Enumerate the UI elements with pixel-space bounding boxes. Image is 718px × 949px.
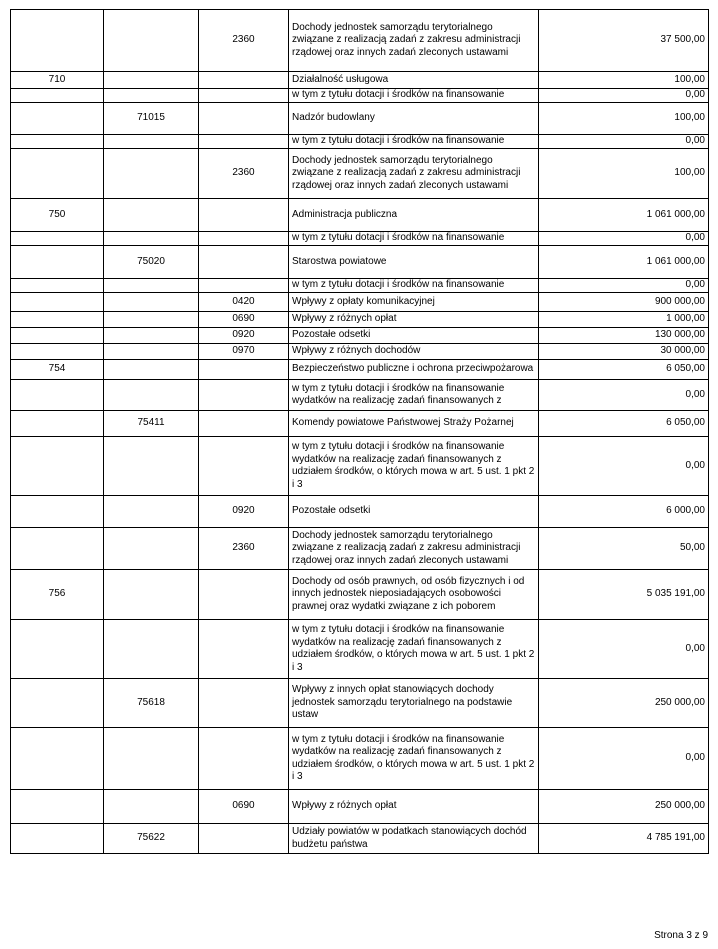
table-row bbox=[11, 344, 709, 360]
rozdzial-cell: 71015 bbox=[104, 103, 199, 135]
table-row bbox=[11, 10, 709, 72]
table-row bbox=[11, 199, 709, 232]
amount-cell: 0,00 bbox=[539, 232, 709, 246]
description-cell: Komendy powiatowe Państwowej Straży Pożarnej bbox=[289, 411, 539, 437]
paragraf-cell bbox=[199, 360, 289, 380]
amount-cell: 4 785 191,00 bbox=[539, 824, 709, 854]
rozdzial-cell bbox=[104, 790, 199, 824]
dzial-cell: 750 bbox=[11, 199, 104, 232]
dzial-cell bbox=[11, 312, 104, 328]
rozdzial-cell bbox=[104, 360, 199, 380]
table-row bbox=[11, 72, 709, 89]
table-row bbox=[11, 620, 709, 679]
table-row bbox=[11, 824, 709, 854]
paragraf-cell bbox=[199, 246, 289, 279]
rozdzial-cell bbox=[104, 620, 199, 679]
dzial-cell bbox=[11, 279, 104, 293]
rozdzial-cell bbox=[104, 10, 199, 72]
amount-cell: 0,00 bbox=[539, 620, 709, 679]
dzial-cell: 710 bbox=[11, 72, 104, 89]
table-row bbox=[11, 437, 709, 496]
table-row bbox=[11, 232, 709, 246]
paragraf-cell bbox=[199, 620, 289, 679]
paragraf-cell bbox=[199, 380, 289, 411]
amount-cell: 6 000,00 bbox=[539, 496, 709, 528]
paragraf-cell bbox=[199, 679, 289, 728]
paragraf-cell: 2360 bbox=[199, 10, 289, 72]
rozdzial-cell: 75411 bbox=[104, 411, 199, 437]
rozdzial-cell: 75622 bbox=[104, 824, 199, 854]
table-row bbox=[11, 149, 709, 199]
description-cell: Pozostałe odsetki bbox=[289, 496, 539, 528]
table-row bbox=[11, 411, 709, 437]
rozdzial-cell bbox=[104, 437, 199, 496]
rozdzial-cell bbox=[104, 496, 199, 528]
rozdzial-cell bbox=[104, 328, 199, 344]
amount-cell: 0,00 bbox=[539, 437, 709, 496]
table-row bbox=[11, 790, 709, 824]
paragraf-cell bbox=[199, 89, 289, 103]
paragraf-cell bbox=[199, 103, 289, 135]
dzial-cell bbox=[11, 135, 104, 149]
dzial-cell bbox=[11, 620, 104, 679]
table-row bbox=[11, 328, 709, 344]
description-cell: Dochody jednostek samorządu terytorialnego związane z realizacją zadań z zakresu administracji rządowej oraz innych zadań zleconych ustawami bbox=[289, 528, 539, 570]
budget-table-body bbox=[11, 10, 709, 854]
description-cell: Udziały powiatów w podatkach stanowiących dochód budżetu państwa bbox=[289, 824, 539, 854]
description-cell: w tym z tytułu dotacji i środków na finansowanie bbox=[289, 279, 539, 293]
amount-cell: 1 061 000,00 bbox=[539, 199, 709, 232]
rozdzial-cell bbox=[104, 89, 199, 103]
dzial-cell bbox=[11, 790, 104, 824]
paragraf-cell: 0920 bbox=[199, 496, 289, 528]
amount-cell: 100,00 bbox=[539, 72, 709, 89]
description-cell: w tym z tytułu dotacji i środków na finansowanie bbox=[289, 135, 539, 149]
dzial-cell bbox=[11, 380, 104, 411]
dzial-cell bbox=[11, 149, 104, 199]
dzial-cell bbox=[11, 293, 104, 312]
dzial-cell: 756 bbox=[11, 570, 104, 620]
rozdzial-cell bbox=[104, 293, 199, 312]
paragraf-cell: 2360 bbox=[199, 149, 289, 199]
description-cell: w tym z tytułu dotacji i środków na finansowanie wydatków na realizację zadań finansowanych z udziałem środków, o których mowa w art. 5 ust. 1 pkt 2 i 3 bbox=[289, 728, 539, 790]
description-cell: w tym z tytułu dotacji i środków na finansowanie wydatków na realizację zadań finansowanych z udziałem środków, o których mowa w art. 5 ust. 1 pkt 2 i 3 bbox=[289, 437, 539, 496]
table-row bbox=[11, 679, 709, 728]
rozdzial-cell bbox=[104, 135, 199, 149]
dzial-cell bbox=[11, 679, 104, 728]
dzial-cell bbox=[11, 824, 104, 854]
dzial-cell bbox=[11, 344, 104, 360]
table-row bbox=[11, 570, 709, 620]
table-row bbox=[11, 728, 709, 790]
description-cell: Dochody jednostek samorządu terytorialnego związane z realizacją zadań z zakresu administracji rządowej oraz innych zadań zleconych ustawami bbox=[289, 149, 539, 199]
amount-cell: 1 061 000,00 bbox=[539, 246, 709, 279]
amount-cell: 250 000,00 bbox=[539, 790, 709, 824]
rozdzial-cell bbox=[104, 570, 199, 620]
amount-cell: 0,00 bbox=[539, 728, 709, 790]
paragraf-cell bbox=[199, 232, 289, 246]
description-cell: w tym z tytułu dotacji i środków na finansowanie wydatków na realizację zadań finansowanych z udziałem środków, o których mowa w art. 5 ust. 1 pkt 2 i 3 bbox=[289, 620, 539, 679]
rozdzial-cell bbox=[104, 380, 199, 411]
table-row bbox=[11, 279, 709, 293]
description-cell: w tym z tytułu dotacji i środków na finansowanie wydatków na realizację zadań finansowanych z bbox=[289, 380, 539, 411]
amount-cell: 5 035 191,00 bbox=[539, 570, 709, 620]
table-row bbox=[11, 293, 709, 312]
dzial-cell bbox=[11, 411, 104, 437]
amount-cell: 0,00 bbox=[539, 135, 709, 149]
table-row bbox=[11, 89, 709, 103]
rozdzial-cell bbox=[104, 72, 199, 89]
amount-cell: 130 000,00 bbox=[539, 328, 709, 344]
description-cell: Bezpieczeństwo publiczne i ochrona przeciwpożarowa bbox=[289, 360, 539, 380]
rozdzial-cell bbox=[104, 199, 199, 232]
description-cell: Wpływy z różnych opłat bbox=[289, 790, 539, 824]
table-row bbox=[11, 360, 709, 380]
dzial-cell bbox=[11, 89, 104, 103]
amount-cell: 900 000,00 bbox=[539, 293, 709, 312]
amount-cell: 0,00 bbox=[539, 89, 709, 103]
paragraf-cell: 0920 bbox=[199, 328, 289, 344]
amount-cell: 100,00 bbox=[539, 103, 709, 135]
description-cell: Wpływy z różnych opłat bbox=[289, 312, 539, 328]
description-cell: Wpływy z opłaty komunikacyjnej bbox=[289, 293, 539, 312]
page-number: Strona 3 z 9 bbox=[654, 930, 708, 941]
table-row bbox=[11, 496, 709, 528]
table-row bbox=[11, 528, 709, 570]
paragraf-cell: 0690 bbox=[199, 790, 289, 824]
amount-cell: 30 000,00 bbox=[539, 344, 709, 360]
dzial-cell bbox=[11, 528, 104, 570]
description-cell: w tym z tytułu dotacji i środków na finansowanie bbox=[289, 232, 539, 246]
description-cell: Wpływy z różnych dochodów bbox=[289, 344, 539, 360]
description-cell: Wpływy z innych opłat stanowiących dochody jednostek samorządu terytorialnego na podstawie ustaw bbox=[289, 679, 539, 728]
paragraf-cell bbox=[199, 824, 289, 854]
dzial-cell bbox=[11, 328, 104, 344]
amount-cell: 250 000,00 bbox=[539, 679, 709, 728]
dzial-cell bbox=[11, 437, 104, 496]
rozdzial-cell: 75618 bbox=[104, 679, 199, 728]
rozdzial-cell bbox=[104, 528, 199, 570]
dzial-cell: 754 bbox=[11, 360, 104, 380]
amount-cell: 37 500,00 bbox=[539, 10, 709, 72]
description-cell: Administracja publiczna bbox=[289, 199, 539, 232]
amount-cell: 6 050,00 bbox=[539, 411, 709, 437]
description-cell: Starostwa powiatowe bbox=[289, 246, 539, 279]
table-row bbox=[11, 312, 709, 328]
rozdzial-cell: 75020 bbox=[104, 246, 199, 279]
amount-cell: 1 000,00 bbox=[539, 312, 709, 328]
paragraf-cell bbox=[199, 279, 289, 293]
paragraf-cell bbox=[199, 570, 289, 620]
dzial-cell bbox=[11, 10, 104, 72]
paragraf-cell: 0970 bbox=[199, 344, 289, 360]
table-row bbox=[11, 380, 709, 411]
paragraf-cell: 0420 bbox=[199, 293, 289, 312]
rozdzial-cell bbox=[104, 344, 199, 360]
dzial-cell bbox=[11, 246, 104, 279]
description-cell: w tym z tytułu dotacji i środków na finansowanie bbox=[289, 89, 539, 103]
rozdzial-cell bbox=[104, 279, 199, 293]
paragraf-cell bbox=[199, 728, 289, 790]
paragraf-cell bbox=[199, 411, 289, 437]
amount-cell: 0,00 bbox=[539, 380, 709, 411]
budget-table bbox=[10, 9, 709, 854]
rozdzial-cell bbox=[104, 232, 199, 246]
paragraf-cell bbox=[199, 72, 289, 89]
description-cell: Dochody od osób prawnych, od osób fizycznych i od innych jednostek nieposiadających osobowości prawnej oraz wydatki związane z ich poborem bbox=[289, 570, 539, 620]
description-cell: Dochody jednostek samorządu terytorialnego związane z realizacją zadań z zakresu administracji rządowej oraz innych zadań zleconych ustawami bbox=[289, 10, 539, 72]
paragraf-cell bbox=[199, 199, 289, 232]
table-row bbox=[11, 135, 709, 149]
dzial-cell bbox=[11, 232, 104, 246]
dzial-cell bbox=[11, 728, 104, 790]
description-cell: Działalność usługowa bbox=[289, 72, 539, 89]
paragraf-cell bbox=[199, 135, 289, 149]
amount-cell: 6 050,00 bbox=[539, 360, 709, 380]
table-row bbox=[11, 246, 709, 279]
amount-cell: 100,00 bbox=[539, 149, 709, 199]
dzial-cell bbox=[11, 103, 104, 135]
paragraf-cell bbox=[199, 437, 289, 496]
rozdzial-cell bbox=[104, 728, 199, 790]
amount-cell: 50,00 bbox=[539, 528, 709, 570]
table-row bbox=[11, 103, 709, 135]
paragraf-cell: 0690 bbox=[199, 312, 289, 328]
paragraf-cell: 2360 bbox=[199, 528, 289, 570]
description-cell: Pozostałe odsetki bbox=[289, 328, 539, 344]
rozdzial-cell bbox=[104, 312, 199, 328]
description-cell: Nadzór budowlany bbox=[289, 103, 539, 135]
rozdzial-cell bbox=[104, 149, 199, 199]
amount-cell: 0,00 bbox=[539, 279, 709, 293]
dzial-cell bbox=[11, 496, 104, 528]
